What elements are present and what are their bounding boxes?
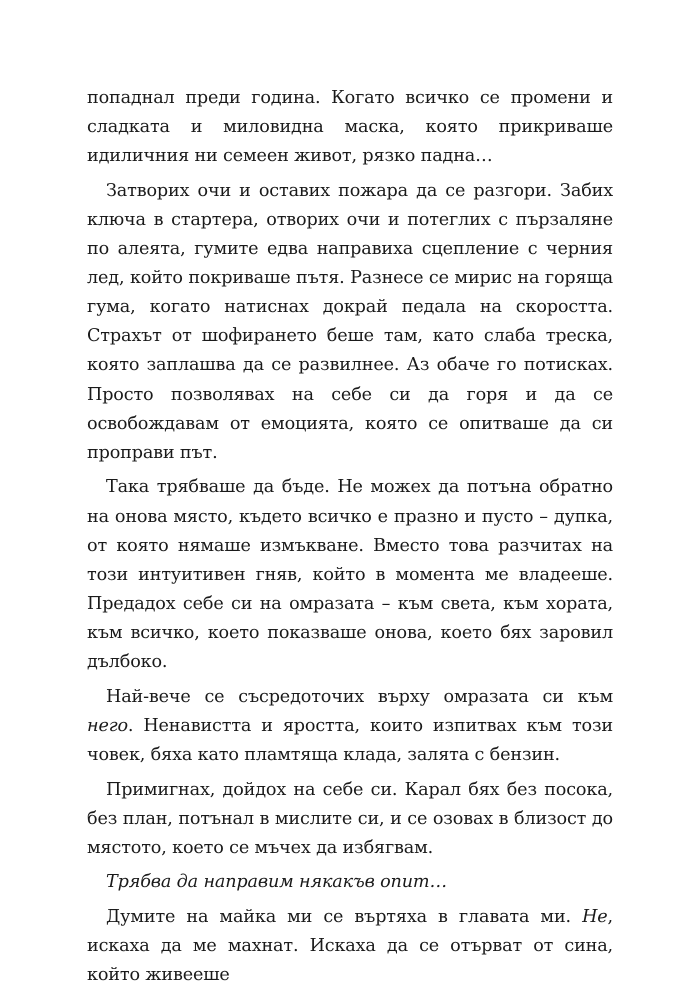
text-segment: Затворих очи и оставих пожара да се разгори. Забих ключа в стартера, отворих очи и потеглих с пързаляне по алеята, гумите едва направиха сцепление с черния лед, който покриваше пътя. Разнесе се мирис на горяща гума, когато натиснах докрай педала на скоростта. Страхът от шофирането беше там, като слаба треска, която заплашва да се развилнее. Аз обаче го потисках. Просто позволявах на себе си да горя и да се освобождавам от емоцията, която се опитваше да си проправи път. (87, 180, 613, 463)
paragraph (87, 177, 613, 468)
paragraph (87, 84, 613, 171)
paragraph (87, 868, 613, 897)
text-segment: попаднал преди година. Когато всичко се промени и сладката и миловидна маска, която прикриваше идиличния ни семеен живот, рязко падна… (87, 88, 613, 167)
text-segment: , искаха да ме махнат. Искаха да се отърват от сина, който живееше (87, 907, 613, 986)
text-segment: Най-вече се съсредоточих върху омразата си към (106, 686, 613, 707)
text-segment: . Ненавистта и яростта, които изпитвах към този човек, бяха като пламтяща клада, залята с бензин. (87, 715, 613, 765)
italic-text-segment: него (87, 715, 128, 736)
paragraph (87, 903, 613, 990)
paragraph (87, 683, 613, 770)
text-segment: Така трябваше да бъде. Не можех да потъна обратно на онова място, където всичко е празно и пусто – дупка, от която нямаше измъкване. Вместо това разчитах на този интуитивен гняв, който в момента ме владееше. Предадох себе си на омразата – към света, към хората, към всичко, което показваше онова, което бях заровил дълбоко. (87, 477, 613, 672)
text-segment: Думите на майка ми се въртяха в главата ми. (106, 907, 583, 928)
body-text (87, 84, 613, 990)
paragraph (87, 473, 613, 677)
italic-text-segment: Трябва да направим някакъв опит… (106, 872, 447, 893)
paragraph (87, 776, 613, 863)
text-segment: Примигнах, дойдох на себе си. Карал бях без посока, без план, потънал в мислите си, и се озовах в близост до мястото, което се мъчех да избягвам. (87, 779, 613, 858)
italic-text-segment: Не (582, 907, 608, 928)
